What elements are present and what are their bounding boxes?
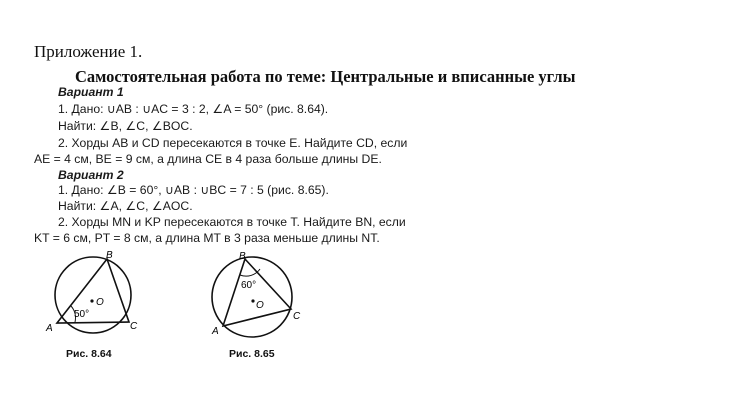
center-point xyxy=(251,299,254,302)
variant-1-task-1-find: Найти: ∠B, ∠C, ∠BOC. xyxy=(58,119,193,133)
figure-8-64-caption: Рис. 8.64 xyxy=(66,348,112,360)
label-c: C xyxy=(293,311,301,322)
variant-2-task-1-find: Найти: ∠A, ∠C, ∠AOC. xyxy=(58,199,193,213)
variant-2-heading: Вариант 2 xyxy=(58,168,124,182)
figure-8-64 xyxy=(40,250,150,335)
figure-8-65-caption: Рис. 8.65 xyxy=(229,348,275,360)
center-point xyxy=(90,299,93,302)
page-title: Самостоятельная работа по теме: Центральные и вписанные углы xyxy=(75,67,576,86)
variant-1-task-2-line-2: AE = 4 см, BE = 9 см, а длина CE в 4 раза больше длины DE. xyxy=(34,152,382,166)
label-o: O xyxy=(256,300,264,311)
angle-arc xyxy=(240,269,260,276)
label-o: O xyxy=(96,297,104,308)
figure-8-65 xyxy=(203,250,313,338)
appendix-label: Приложение 1. xyxy=(34,42,143,61)
variant-1-task-1-given: 1. Дано: ∪AB : ∪AC = 3 : 2, ∠A = 50° (рис. 8.64). xyxy=(58,102,329,116)
label-a: A xyxy=(212,326,219,337)
variant-1-heading: Вариант 1 xyxy=(58,85,124,99)
label-b: B xyxy=(239,251,246,262)
angle-label: 50° xyxy=(74,309,90,320)
angle-label: 60° xyxy=(241,280,257,291)
variant-2-task-2-line-1: 2. Хорды MN и KP пересекаются в точке T. Найдите BN, если xyxy=(58,215,406,229)
label-c: C xyxy=(130,321,138,332)
inscribed-triangle xyxy=(57,259,129,323)
variant-1-task-2-line-1: 2. Хорды AB и CD пересекаются в точке E. Найдите CD, если xyxy=(58,136,408,150)
variant-2-task-2-line-2: KT = 6 см, PT = 8 см, а длина MT в 3 раза меньше длины NT. xyxy=(34,231,380,245)
label-b: B xyxy=(106,250,113,261)
label-a: A xyxy=(46,323,53,334)
variant-2-task-1-given: 1. Дано: ∠B = 60°, ∪AB : ∪BC = 7 : 5 (рис. 8.65). xyxy=(58,183,329,197)
